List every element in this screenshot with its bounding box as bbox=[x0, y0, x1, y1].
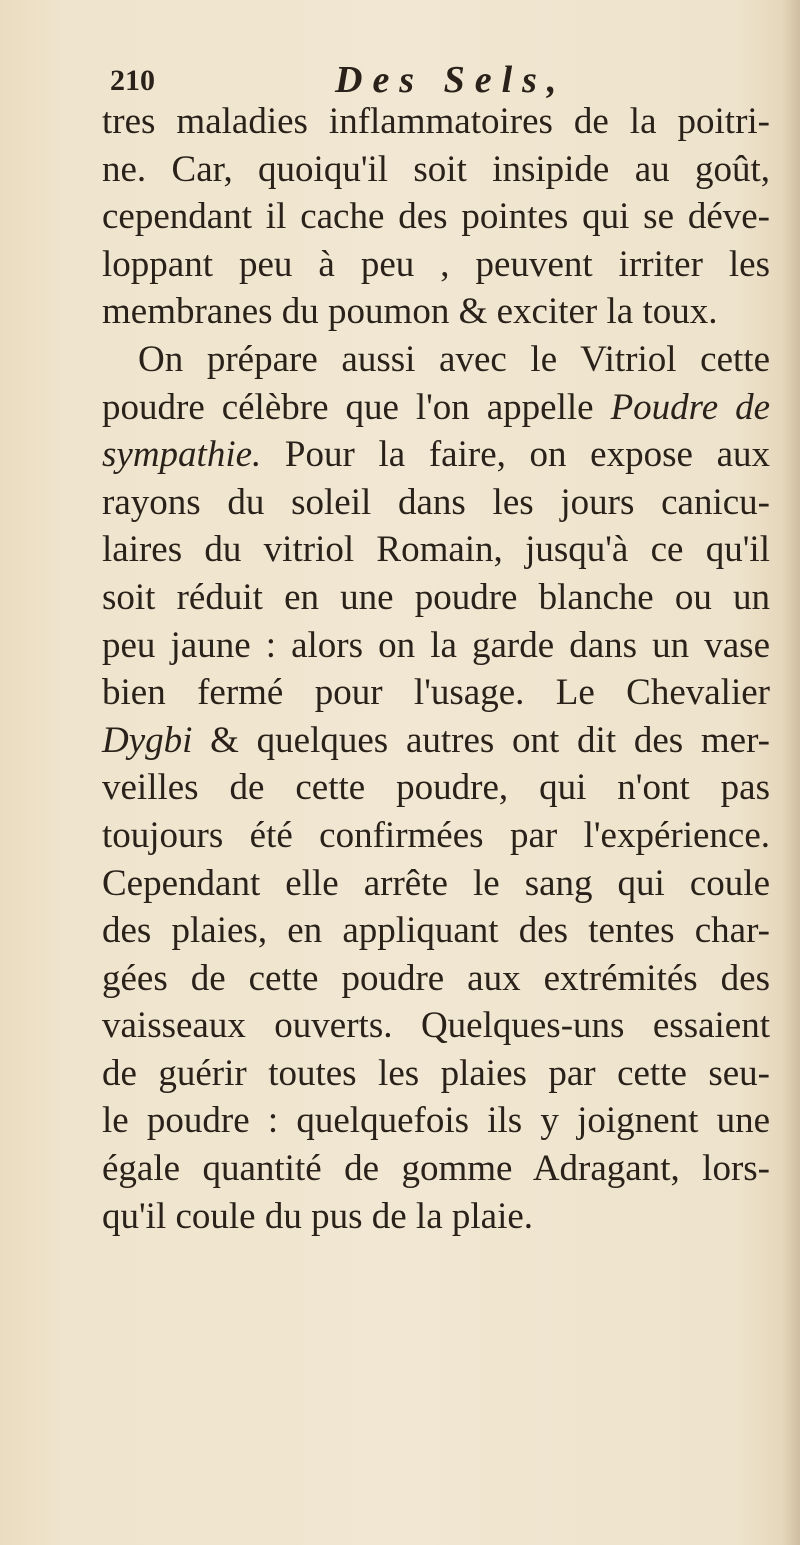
running-head: Des Sels, bbox=[335, 59, 567, 101]
text-line: On prépare aussi avec le Vitriol cette bbox=[138, 338, 770, 380]
text-line: vaisseaux ouverts. Quelques-uns essaient bbox=[102, 1005, 770, 1047]
text-line: sympathie. Pour la faire, on expose aux bbox=[102, 434, 770, 476]
text-line: rayons du soleil dans les jours canicu- bbox=[102, 481, 770, 523]
text-line: poudre célèbre que l'on appelle Poudre de bbox=[102, 386, 770, 428]
text-line: membranes du poumon & exciter la toux. bbox=[102, 291, 718, 333]
text-line: tres maladies inflammatoires de la poitri- bbox=[102, 101, 770, 142]
text-line: soit réduit en une poudre blanche ou un bbox=[102, 576, 770, 618]
italic-term: sympathie. bbox=[102, 434, 262, 476]
page-number: 210 bbox=[110, 64, 155, 97]
italic-term: Poudre de bbox=[610, 386, 770, 428]
text-line: de guérir toutes les plaies par cette seu- bbox=[102, 1052, 770, 1094]
text-line: égale quantité de gomme Adragant, lors- bbox=[102, 1148, 770, 1190]
text-line: toujours été confirmées par l'expérience. bbox=[102, 814, 770, 856]
italic-term: Dygbi bbox=[102, 719, 193, 761]
text-line: Cependant elle arrête le sang qui coule bbox=[102, 862, 770, 904]
text-line: ne. Car, quoiqu'il soit insipide au goût, bbox=[102, 148, 770, 190]
text-line: cependant il cache des pointes qui se déve- bbox=[102, 196, 770, 238]
text-line: qu'il coule du pus de la plaie. bbox=[102, 1195, 534, 1237]
text-line: le poudre : quelquefois ils y joignent une bbox=[102, 1100, 770, 1142]
text-line: des plaies, en appliquant des tentes char- bbox=[102, 910, 770, 952]
text-line: veilles de cette poudre, qui n'ont pas bbox=[102, 767, 770, 809]
body-text bbox=[102, 98, 770, 1240]
text-line: loppant peu à peu , peuvent irriter les bbox=[102, 243, 770, 285]
text-line: laires du vitriol Romain, jusqu'à ce qu'il bbox=[102, 529, 770, 571]
text-line: bien fermé pour l'usage. Le Chevalier bbox=[102, 672, 770, 714]
page-edge-shadow bbox=[782, 0, 800, 1545]
text-line: gées de cette poudre aux extrémités des bbox=[102, 957, 770, 999]
text-line: peu jaune : alors on la garde dans un vase bbox=[102, 624, 770, 666]
text-line: Dygbi & quelques autres ont dit des mer- bbox=[102, 719, 770, 761]
